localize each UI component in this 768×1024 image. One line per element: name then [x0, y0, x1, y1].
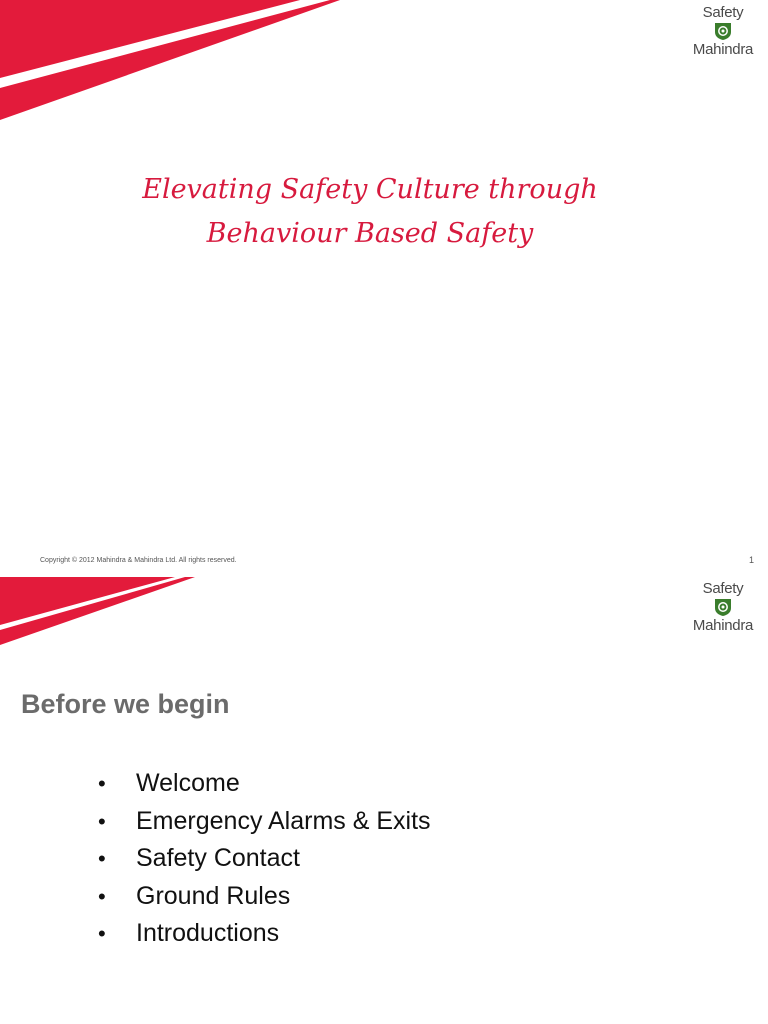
list-item-text: Safety Contact: [136, 844, 300, 872]
slide-heading: Before we begin: [21, 689, 230, 719]
red-swoosh-banner: [0, 0, 768, 130]
logo-text-bottom: Mahindra: [692, 41, 754, 58]
at-shield-icon: [712, 597, 734, 617]
list-item-text: Welcome: [136, 769, 240, 797]
logo-text-bottom: Mahindra: [692, 617, 754, 634]
list-item: [98, 840, 431, 878]
page-number: 1: [748, 555, 754, 565]
bullet-icon: •: [98, 921, 106, 946]
list-item: [98, 915, 431, 953]
slide-2: [0, 575, 768, 1024]
bullet-icon: •: [98, 808, 106, 834]
list-item: [98, 878, 431, 916]
logo-text-top: Safety: [702, 4, 744, 21]
bullet-icon: •: [98, 771, 106, 796]
bullet-list: [98, 765, 431, 953]
list-item-text: Introductions: [136, 919, 280, 947]
safety-mahindra-logo: [683, 4, 763, 58]
safety-mahindra-logo: [683, 580, 763, 634]
slide-title-line-2: Behaviour Based Safety: [206, 218, 534, 249]
list-item-text: Ground Rules: [136, 881, 291, 910]
red-swoosh-banner: [0, 575, 768, 655]
slide-title-line-1: Elevating Safety Culture through: [142, 174, 598, 205]
bullet-icon: •: [98, 846, 106, 871]
bullet-icon: •: [98, 883, 106, 909]
slide-title: [0, 168, 740, 256]
list-item: [98, 803, 431, 841]
copyright-footer: Copyright © 2012 Mahindra & Mahindra Ltd. All rights reserved.: [40, 557, 237, 564]
logo-text-top: Safety: [702, 580, 744, 597]
at-shield-icon: [712, 21, 734, 41]
list-item: [98, 765, 431, 803]
list-item-text: Emergency Alarms & Exits: [136, 806, 431, 835]
